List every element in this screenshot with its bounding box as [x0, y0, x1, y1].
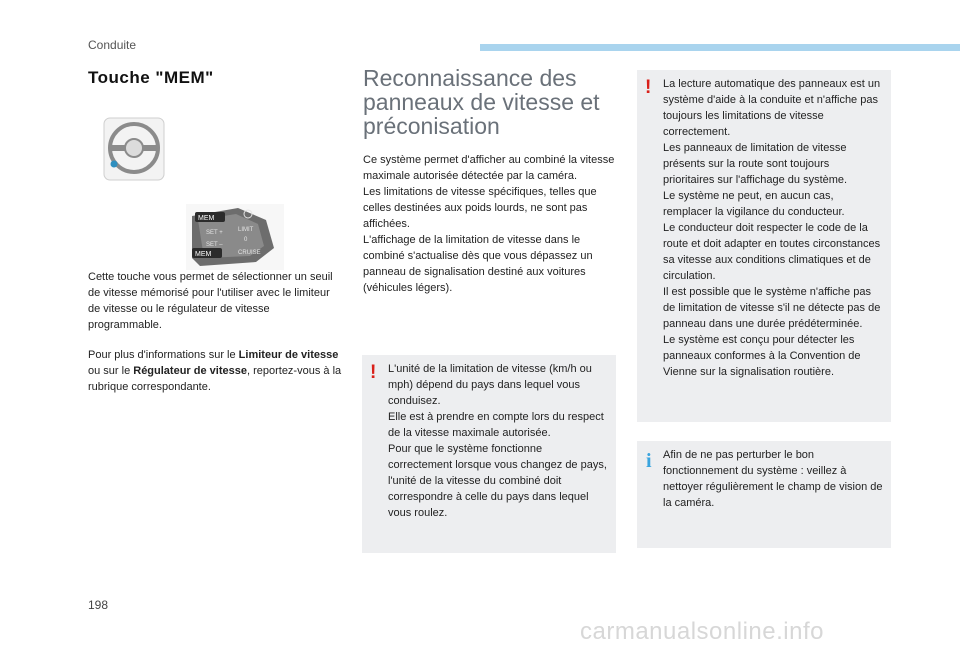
- unit-warning-text: [388, 361, 608, 521]
- steering-illustration-svg: [88, 108, 344, 278]
- limiter-link-text: Limiteur de vitesse: [238, 349, 339, 361]
- cruise-label: CRUISE: [238, 250, 261, 256]
- camera-info-box: [637, 441, 891, 548]
- warning-line: Pour que le système fonctionne correctement lorsque vous changez de pays, l'unité de la vitesse du combiné doit correspondre à celle du pays dans lequel vous roulez.: [388, 443, 607, 519]
- reco-title: Reconnaissance des panneaux de vitesse et préconisation: [363, 65, 600, 139]
- camera-info-text: [663, 447, 883, 511]
- speed-control-stalk: [186, 204, 284, 270]
- reading-warning-box: [637, 70, 891, 422]
- zero-label: 0: [244, 237, 248, 243]
- info-icon: i: [646, 450, 652, 472]
- watermark: carmanualsonline.info: [580, 618, 824, 645]
- steering-wheel-icon: [104, 118, 164, 180]
- warning-line: L'unité de la limitation de vitesse (km/h ou mph) dépend du pays dans lequel vous conduisez.: [388, 363, 592, 407]
- warning-line: Elle est à prendre en compte lors du respect de la vitesse maximale autorisée.: [388, 411, 604, 439]
- warning-line: Le conducteur doit respecter le code de la route et doit adapter en toutes circonstances sa vitesse aux conditions climatiques et de circulation.: [663, 222, 881, 282]
- reco-line: L'affichage de la limitation de vitesse dans le combiné s'actualise dès que vous dépassez un panneau de signalisation destiné aux voitures (véhicules légers).: [363, 234, 593, 294]
- header-bar: [480, 44, 960, 51]
- mem-label-bottom: MEM: [195, 251, 212, 258]
- page-number: 198: [88, 598, 109, 612]
- reco-line: Ce système permet d'afficher au combiné la vitesse maximale autorisée détectée par la caméra.: [363, 154, 615, 182]
- section-label: Conduite: [88, 38, 137, 52]
- cruise-link-text: Régulateur de vitesse: [133, 365, 247, 377]
- mem-description: Cette touche vous permet de sélectionner un seuil de vitesse mémorisé pour l'utiliser avec le limiteur de vitesse ou le régulateur de vitesse programmable.: [88, 271, 333, 331]
- warning-line: Le système ne peut, en aucun cas, remplacer la vigilance du conducteur.: [663, 190, 845, 218]
- warning-line: Il est possible que le système n'affiche pas de limitation de vitesse s'il ne détecte pas de panneau dans une durée prédéterminée.: [663, 286, 881, 330]
- warning-line: Le système est conçu pour détecter les panneaux conformes à la Convention de Vienne sur la signalisation routière.: [663, 334, 861, 378]
- reco-line: Les limitations de vitesse spécifiques, telles que celles destinées aux poids lourds, ne sont pas affichées.: [363, 186, 597, 230]
- set-plus-label: SET +: [206, 230, 223, 236]
- reading-warning-text: [663, 76, 883, 380]
- warning-line: La lecture automatique des panneaux est un système d'aide à la conduite et n'affiche pas toujours les limitations de vitesse correctement.: [663, 78, 881, 138]
- mem-column: [88, 68, 344, 278]
- mem-more-info: Pour plus d'informations sur le Limiteur de vitesse ou sur le Régulateur de vitesse, reportez-vous à la rubrique correspondante.: [88, 349, 342, 393]
- mem-title: Touche "MEM": [88, 68, 214, 87]
- limit-label: LIMIT: [238, 227, 254, 233]
- warning-line: Les panneaux de limitation de vitesse présents sur la route sont toujours prioritaires sur l'affichage du système.: [663, 142, 848, 186]
- mem-label-top: MEM: [198, 215, 215, 222]
- unit-warning-box: [362, 355, 616, 553]
- info-line: Afin de ne pas perturber le bon fonctionnement du système : veillez à nettoyer régulièrement le champ de vision de la caméra.: [663, 449, 883, 509]
- warning-icon: !: [370, 362, 377, 383]
- set-minus-label: SET –: [206, 242, 223, 248]
- warning-icon: !: [645, 77, 652, 98]
- steering-wheel-illustration: [88, 108, 344, 278]
- reco-body: [363, 152, 617, 296]
